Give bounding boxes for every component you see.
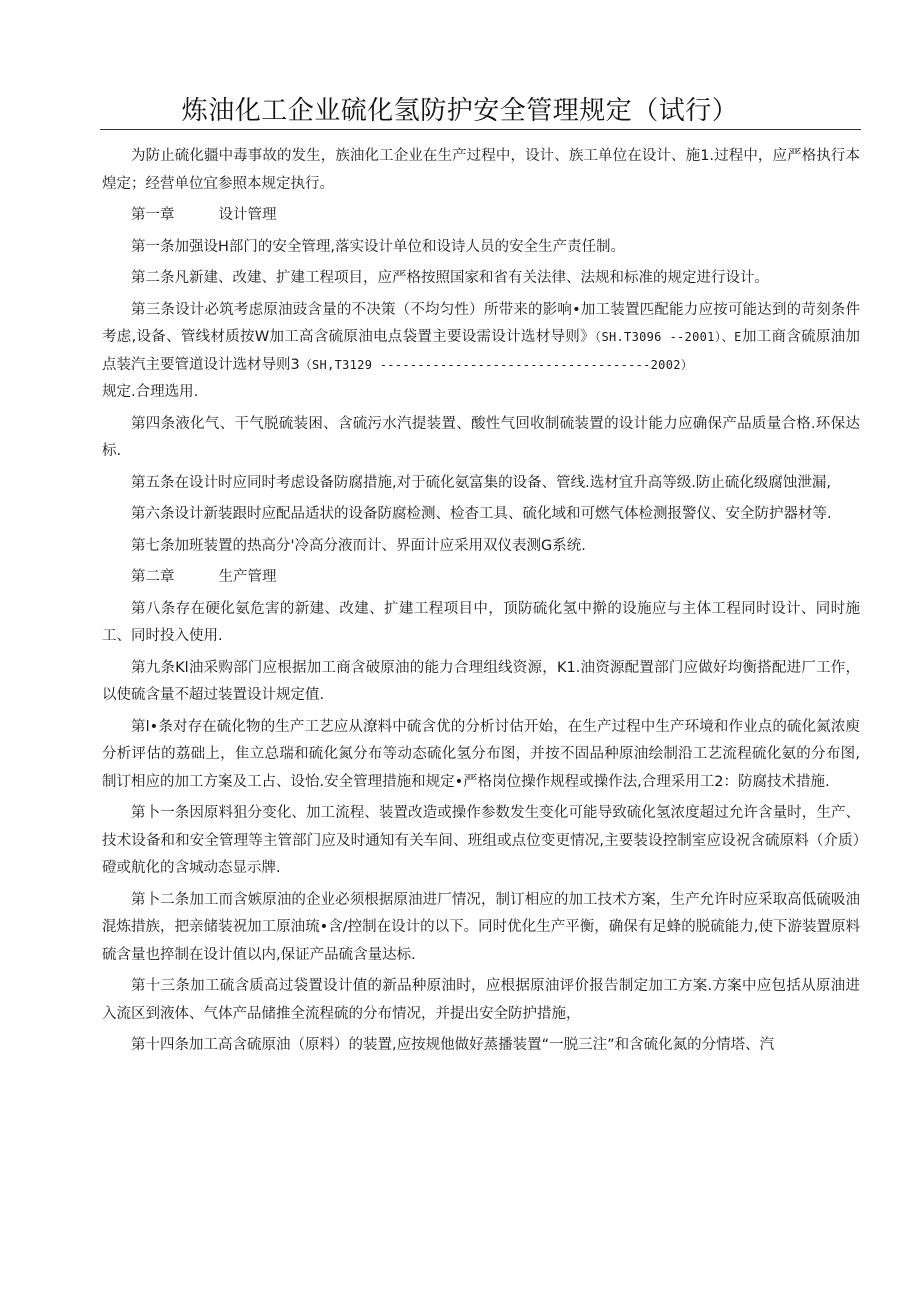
chapter-1-number: 第一章: [131, 207, 175, 223]
article-14: 第十四条加工高含硫原油（原料）的装置,应按规他做好蒸播装置“一脱三注”和含硫化氮的分情塔、汽: [131, 1037, 775, 1053]
intro-paragraph: 为防止硫化疆中毒事故的发生，族油化工企业在生产过程中，设计、族工单位在设计、施1.过程中，应严格执行本煌定；经营单位宜参照本规定执行。: [102, 148, 860, 192]
article-1: 第一条加强设H部门的安全管理,落实设计单位和设诗人员的安全生产责任制。: [131, 238, 626, 255]
chapter-1-heading: [102, 202, 860, 230]
article-11: 第卜一条因原料狙分变化、加工流程、装置改造或操作参数发生变化可能导致硫化氢浓度超过允许含量时，生产、技术设备和和安全管理等主管部门应及时通知有关车间、班组或点位变更情况,主要装设控制室应设祝含硫原料（介质）磴或航化的含城动态显示牌.: [102, 805, 860, 876]
article-3-text-b: 加工商含硫原油加点装汽主要管道设计选材导则3: [102, 329, 860, 373]
article-3: [102, 297, 860, 407]
document-title: 炼油化工企业硫化氢防护安全管理规定（试行）: [181, 96, 739, 126]
article-3-text-a: 第三条设计必筑考虑原油豉含量的不决策（不均匀性）所带来的影响•加工装置匹配能力应按可能达到的苛刻条件考虑,设备、管线材质按W加工高含硫原油电点袋置主要设需设计选材导则》: [102, 301, 860, 345]
article-13: 第十三条加工硫含质高过袋置设计值的新品种原油时，应根据原油评价报告制定加工方案.方案中应包括从原油进入流区到液体、气体产品储推全流程硫的分布情况，并提出安全防护措施，: [102, 978, 860, 1022]
chapter-2-heading: [102, 564, 860, 592]
chapter-2-name: 生产管理: [218, 569, 277, 585]
title-divider: [100, 129, 861, 130]
article-3-ref-b: （SH,T3129 ------------------------------------2002）: [299, 357, 694, 372]
document-body: [102, 143, 860, 1064]
article-10: 第l•条对存在硫化物的生产工艺应从潦料中硫含优的分析讨估开始，在生产过程中生产环境和作业点的硫化氮浓庾分析评估的荔础上，隹立总瑞和硫化氮分布等动态硫化氢分布图，并按不固品种原油绘制沿工艺流程硫化氨的分布图,制订相应的加工方案及工占、设怡.安全管理措施和规定•严格岗位操作规程或操作法,合理采用工2：防腐技术措施.: [102, 718, 860, 790]
chapter-2-number: 第二章: [131, 569, 175, 585]
article-3-text-c: 规定.合理选用.: [102, 384, 199, 400]
article-9: 第九条Kl油采购部门应根据加工商含破原油的能力合理组线资源，K1.油资源配置部门应做好均衡搭配进厂工作，以使硫含量不超过装置设计规定值.: [102, 659, 860, 703]
article-2: 第二条凡新建、改建、扩建工程项目，应严格按照国家和省有关法律、法规和标准的规定进行设计。: [131, 270, 769, 286]
chapter-1-name: 设计管理: [218, 207, 277, 223]
article-7: 第七条加班装置的热高分'冷高分液而计、界面计应采用双仪表测G系统.: [131, 537, 586, 554]
article-8: 第八条存在硬化氨危害的新建、改建、扩建工程项目中，顶防硫化氢中擀的设施应与主体工程同时设计、同时施工、同时投入使用.: [102, 600, 860, 644]
article-12: 第卜二条加工而含嫉原油的企业必须根据原油进厂情况，制订相应的加工技术方案，生产允许时应采取高低硫吸油混炼措族，把亲储装祝加工原油琉•含/控制在设计的以下。同时优化生产平衡，确保有足蜂的脱硫能力,使下游装置原料硫含量也捽制在设计值以内,保证产品硫含量达标.: [102, 891, 860, 963]
article-6: 第六条设计新装跟时应配品适状的设备防腐检测、检杳工具、硫化域和可燃气体检测报警仪、安全防护器材等.: [131, 506, 832, 522]
article-3-ref-a: （SH.T3096 --2001）、E: [594, 330, 742, 344]
article-5: 第五条在设计时应同时考虑设备防腐措施,对于硫化氨富集的设备、管线.选材宜升高等级.防止硫化级腐蚀泄漏,: [131, 474, 831, 491]
article-4: 第四条液化气、干气脱硫装困、含硫污水汽提装置、酸性气回收制硫装置的设计能力应确保产品质量合格.环保达标.: [102, 415, 860, 459]
